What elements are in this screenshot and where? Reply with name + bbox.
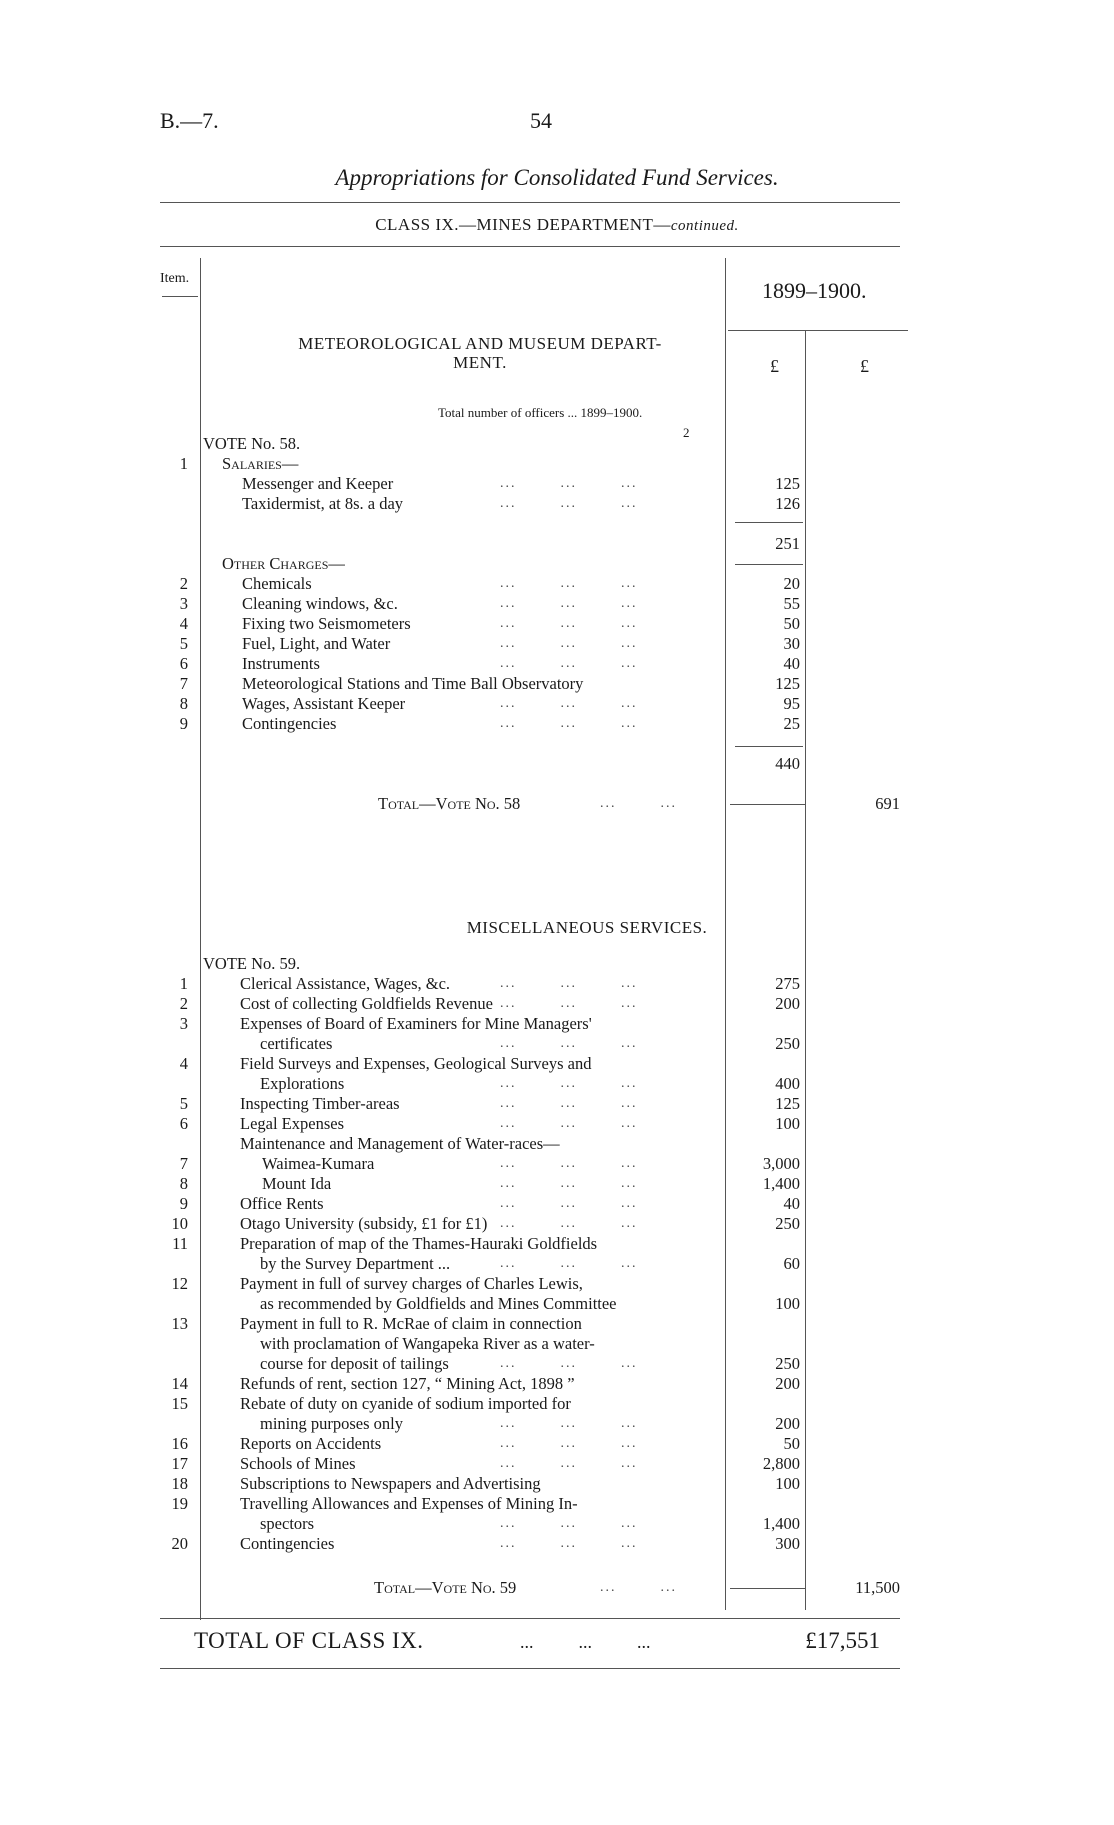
leader-dots: ... ... ... [500, 1096, 638, 1111]
service-amount: 1,400 [762, 1514, 800, 1533]
leader-dots: ... ... [600, 1580, 677, 1595]
item-number: 17 [171, 1454, 188, 1473]
service-label: Clerical Assistance, Wages, &c. [240, 974, 451, 993]
leader-dots: ... ... ... [500, 476, 638, 491]
service-amount: 100 [775, 1114, 800, 1133]
service-amount: 200 [775, 1414, 800, 1433]
service-amount: 50 [783, 1434, 800, 1453]
item-number: 9 [179, 1194, 188, 1213]
class-heading-main: CLASS IX.—MINES DEPARTMENT— [375, 215, 671, 234]
subtotal-rule [735, 746, 803, 747]
service-label: Contingencies [240, 1534, 335, 1553]
item-number: 20 [171, 1534, 188, 1553]
service-amount: 250 [775, 1354, 800, 1373]
service-label: spectors [260, 1514, 315, 1533]
leader-dots: ... ... ... [500, 996, 638, 1011]
service-amount: 40 [783, 1194, 800, 1213]
leader-dots: ... ... ... [500, 1156, 638, 1171]
service-label: Refunds of rent, section 127, “ Mining Act, 1898 ” [240, 1374, 575, 1393]
other-charges-subtotal: 440 [775, 754, 800, 773]
item-column-header: Item. [160, 271, 190, 286]
subtotal-rule [735, 564, 803, 565]
salary-label: Messenger and Keeper [242, 474, 394, 493]
service-amount: 250 [775, 1214, 800, 1233]
leader-dots: ... ... ... [500, 1456, 638, 1471]
service-label: Office Rents [240, 1194, 324, 1213]
service-label: Travelling Allowances and Expenses of Mining In- [240, 1494, 578, 1513]
service-label: Expenses of Board of Examiners for Mine Managers' [240, 1014, 592, 1033]
service-label: Maintenance and Management of Water-races— [240, 1134, 560, 1153]
charge-label: Wages, Assistant Keeper [242, 694, 406, 713]
vote-59-total-label: Total—Vote No. 59 [374, 1578, 517, 1597]
leader-dots: ... ... ... [500, 696, 638, 711]
charge-amount: 55 [783, 594, 800, 613]
item-number: 5 [179, 634, 188, 653]
item-number: 6 [179, 1114, 188, 1133]
charge-amount: 50 [783, 614, 800, 633]
pound-header-1: £ [770, 356, 779, 376]
charge-amount: 25 [783, 714, 800, 733]
item-number: 9 [179, 714, 188, 733]
service-label: by the Survey Department ... [260, 1254, 451, 1273]
item-number: 13 [171, 1314, 188, 1333]
charge-amount: 30 [783, 634, 800, 653]
item-number: 8 [179, 1174, 188, 1193]
service-label: mining purposes only [260, 1414, 403, 1433]
item-number: 19 [171, 1494, 188, 1513]
item-number: 4 [179, 614, 188, 633]
service-label: Explorations [260, 1074, 345, 1093]
charge-amount: 20 [783, 574, 800, 593]
divider [728, 330, 908, 331]
leader-dots: ... ... ... [500, 976, 638, 991]
service-label: Subscriptions to Newspapers and Advertising [240, 1474, 541, 1493]
salaries-heading: Salaries— [222, 454, 299, 473]
item-number: 10 [171, 1214, 188, 1233]
service-label: certificates [260, 1034, 333, 1053]
divider [162, 296, 198, 297]
class-heading-suffix: continued. [670, 218, 739, 234]
service-label: Legal Expenses [240, 1114, 345, 1133]
divider [160, 202, 900, 203]
leader-dots: ... ... ... [500, 496, 638, 511]
leader-dots: ... ... ... [500, 1076, 638, 1091]
charge-label: Fixing two Seismometers [242, 614, 411, 633]
divider [160, 1668, 900, 1669]
service-amount: 60 [783, 1254, 800, 1273]
item-number: 7 [179, 1154, 188, 1173]
item-number: 8 [179, 694, 188, 713]
divider [160, 1618, 900, 1619]
vote-58-total-label: Total—Vote No. 58 [378, 794, 521, 813]
total-rule [730, 804, 805, 805]
class-total-amount: £17,551 [805, 1628, 880, 1653]
item-number: 7 [179, 674, 188, 693]
service-label: Mount Ida [262, 1174, 332, 1193]
service-label: Otago University (subsidy, £1 for £1) [240, 1214, 488, 1233]
item-number: 18 [171, 1474, 188, 1493]
leader-dots: ... ... ... [500, 1436, 638, 1451]
vote-59-heading: VOTE No. 59. [203, 954, 301, 973]
service-label: with proclamation of Wangapeka River as a water- [260, 1334, 595, 1353]
leader-dots: ... ... ... [500, 1536, 638, 1551]
leader-dots: ... ... ... [500, 1116, 638, 1131]
subtotal-rule [735, 522, 803, 523]
item-number: 11 [172, 1234, 188, 1253]
service-label: Payment in full of survey charges of Charles Lewis, [240, 1274, 583, 1293]
service-label: Reports on Accidents [240, 1434, 382, 1453]
meteo-title-line2: MENT. [453, 353, 507, 372]
item-number: 1 [179, 974, 188, 993]
vote-58-heading: VOTE No. 58. [203, 434, 301, 453]
class-total-dots: ... ... ... [520, 1632, 651, 1652]
charge-label: Chemicals [242, 574, 312, 593]
total-rule [730, 1588, 805, 1589]
officers-label: Total number of officers ... 1899–1900. [438, 405, 643, 420]
other-charges-heading: Other Charges— [222, 554, 345, 573]
charge-amount: 95 [783, 694, 800, 713]
service-amount: 250 [775, 1034, 800, 1053]
charge-label: Fuel, Light, and Water [242, 634, 391, 653]
item-number: 2 [179, 994, 188, 1013]
leader-dots: ... ... ... [500, 616, 638, 631]
service-label: Field Surveys and Expenses, Geological Surveys and [240, 1054, 592, 1073]
service-amount: 2,800 [762, 1454, 800, 1473]
service-amount: 100 [775, 1474, 800, 1493]
charge-label: Meteorological Stations and Time Ball Observatory [242, 674, 584, 693]
class-heading [0, 215, 1114, 235]
leader-dots: ... ... ... [500, 1216, 638, 1231]
service-label: Waimea-Kumara [262, 1154, 375, 1173]
leader-dots: ... ... ... [500, 1176, 638, 1191]
service-amount: 1,400 [762, 1174, 800, 1193]
leader-dots: ... ... [600, 796, 677, 811]
service-label: Preparation of map of the Thames-Hauraki Goldfields [240, 1234, 598, 1253]
officers-count: 2 [683, 425, 690, 440]
item-number: 14 [171, 1374, 188, 1393]
class-total-label: TOTAL OF CLASS IX. [194, 1628, 424, 1653]
misc-section-title: MISCELLANEOUS SERVICES. [466, 918, 708, 937]
service-label: as recommended by Goldfields and Mines Committee [260, 1294, 617, 1313]
service-label: Payment in full to R. McRae of claim in connection [240, 1314, 582, 1333]
charge-amount: 40 [783, 654, 800, 673]
salary-amount: 126 [775, 494, 800, 513]
service-label: course for deposit of tailings [260, 1354, 449, 1373]
leader-dots: ... ... ... [500, 1516, 638, 1531]
leader-dots: ... ... ... [500, 1416, 638, 1431]
document-reference: B.—7. [160, 108, 219, 133]
salary-amount: 125 [775, 474, 800, 493]
item-number: 3 [179, 594, 188, 613]
page-title: Appropriations for Consolidated Fund Services. [335, 165, 779, 190]
item-number: 4 [179, 1054, 188, 1073]
service-amount: 200 [775, 994, 800, 1013]
item-number: 3 [179, 1014, 188, 1033]
service-label: Rebate of duty on cyanide of sodium imported for [240, 1394, 571, 1413]
service-amount: 200 [775, 1374, 800, 1393]
charge-label: Contingencies [242, 714, 337, 733]
service-amount: 100 [775, 1294, 800, 1313]
item-number: 16 [171, 1434, 188, 1453]
leader-dots: ... ... ... [500, 1356, 638, 1371]
column-rule [200, 258, 201, 1620]
leader-dots: ... ... ... [500, 1196, 638, 1211]
item-number: 1 [179, 454, 188, 473]
leader-dots: ... ... ... [500, 1256, 638, 1271]
service-amount: 400 [775, 1074, 800, 1093]
meteo-title-line1: METEOROLOGICAL AND MUSEUM DEPART- [298, 334, 662, 353]
leader-dots: ... ... ... [500, 656, 638, 671]
service-label: Cost of collecting Goldfields Revenue [240, 994, 493, 1013]
item-number: 15 [171, 1394, 188, 1413]
leader-dots: ... ... ... [500, 1036, 638, 1051]
leader-dots: ... ... ... [500, 596, 638, 611]
divider [160, 246, 900, 247]
charge-amount: 125 [775, 674, 800, 693]
page-number: 54 [530, 108, 552, 133]
item-number: 2 [179, 574, 188, 593]
service-label: Schools of Mines [240, 1454, 356, 1473]
leader-dots: ... ... ... [500, 636, 638, 651]
leader-dots: ... ... ... [500, 576, 638, 591]
charge-label: Cleaning windows, &c. [242, 594, 398, 613]
service-amount: 275 [775, 974, 800, 993]
year-column-header: 1899–1900. [762, 278, 867, 303]
service-label: Inspecting Timber-areas [240, 1094, 400, 1113]
vote-58-total-amount: 691 [875, 794, 900, 813]
meteo-section-title [220, 334, 740, 372]
salaries-subtotal: 251 [775, 534, 800, 553]
leader-dots: ... ... ... [500, 716, 638, 731]
charge-label: Instruments [242, 654, 320, 673]
service-amount: 300 [775, 1534, 800, 1553]
column-rule [805, 330, 806, 1610]
item-number: 5 [179, 1094, 188, 1113]
service-amount: 125 [775, 1094, 800, 1113]
vote-59-total-amount: 11,500 [855, 1578, 900, 1597]
pound-header-2: £ [860, 356, 869, 376]
item-number: 12 [171, 1274, 188, 1293]
item-number: 6 [179, 654, 188, 673]
salary-label: Taxidermist, at 8s. a day [242, 494, 404, 513]
service-amount: 3,000 [762, 1154, 800, 1173]
